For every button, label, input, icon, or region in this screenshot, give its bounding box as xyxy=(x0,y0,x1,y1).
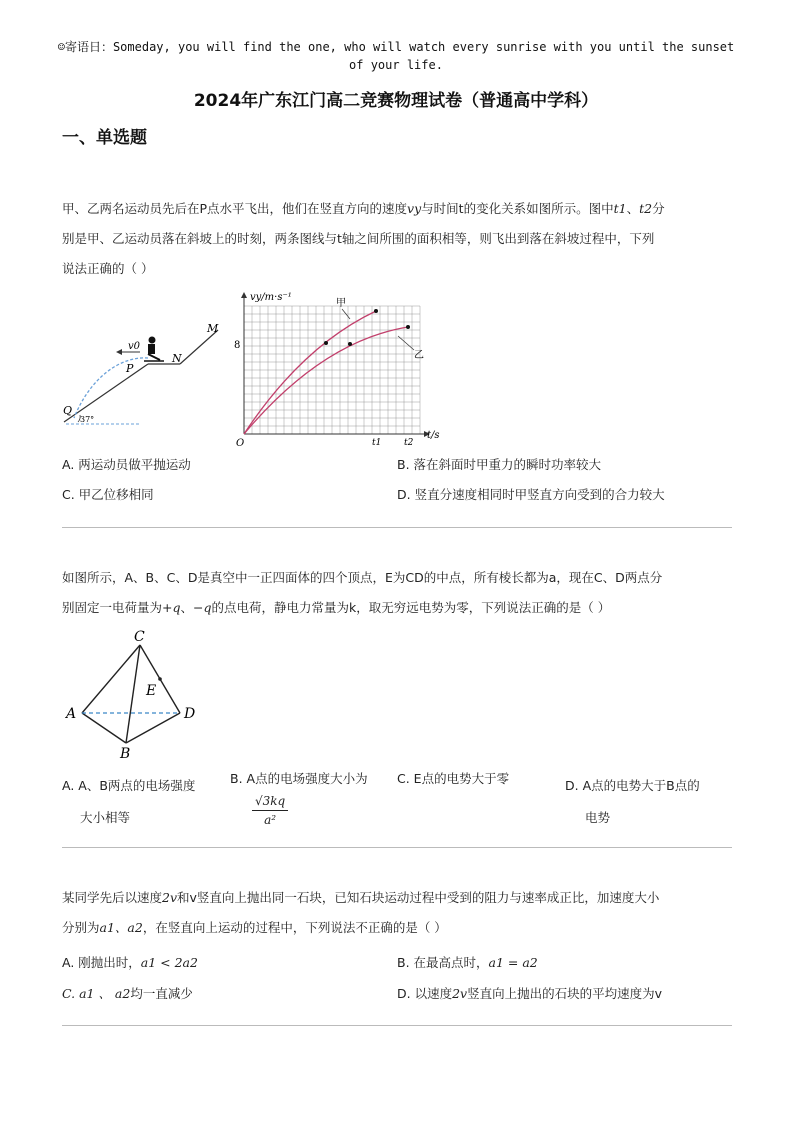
section-heading: 一、单选题 xyxy=(62,128,147,148)
label-ts: t/s xyxy=(427,430,440,441)
v-axis-arrow xyxy=(241,292,247,298)
q3-option-d[interactable]: D. 以速度2v竖直向上抛出的石块的平均速度为v xyxy=(397,986,662,1001)
v0-arrowhead xyxy=(116,349,122,355)
label-t2: t2 xyxy=(404,438,414,448)
q3-stem-line-2: 分别为a1、a2，在竖直向上运动的过程中，下列说法不正确的是（ ） xyxy=(62,920,447,935)
q2-stem-line-2: 别固定一电荷量为+q、−q的点电荷，静电力常量为k，取无穷远电势为零，下列说法正确的是（ ） xyxy=(62,600,611,615)
label-M: M xyxy=(207,322,219,335)
label-vy: vy/m·s⁻¹ xyxy=(250,292,292,303)
label-yi: 乙 xyxy=(414,350,424,361)
q1-stem xyxy=(62,194,732,284)
q3-option-c[interactable]: C. a1 、 a2均一直减少 xyxy=(62,986,193,1001)
label-E: E xyxy=(146,683,157,699)
q2-stem xyxy=(62,563,732,623)
label-t1: t1 xyxy=(372,438,382,448)
graph-grid xyxy=(244,306,420,434)
label-angle: 37° xyxy=(80,415,95,424)
motto-line-2: of your life. xyxy=(349,58,443,72)
point-jia-mid xyxy=(324,341,328,345)
q2-option-b[interactable]: B. A点的电场强度大小为 $\frac{√3kq}{\text{a²}}$ xyxy=(230,771,368,827)
q3-option-b[interactable]: B. 在最高点时，a1 = a2 xyxy=(397,955,538,970)
label-P: P xyxy=(126,362,134,375)
label-v0: v0 xyxy=(128,341,141,352)
q1-vt-graph xyxy=(232,286,440,451)
q2-option-d[interactable]: D. A点的电势大于B点的 电势 xyxy=(565,778,700,825)
q1-option-a[interactable]: A. 两运动员做平抛运动 xyxy=(62,457,191,472)
ramp-line xyxy=(180,330,218,364)
q2-option-a[interactable]: A. A、B两点的电场强度 大小相等 xyxy=(62,778,196,825)
point-yi-mid xyxy=(348,342,352,346)
point-yi-end xyxy=(406,325,410,329)
motto-line-1: ☺寄语日：Someday, you will find the one, who will watch every sunrise with you until the sunset xyxy=(57,40,735,54)
edge-BD xyxy=(126,713,180,743)
q1-option-b[interactable]: B. 落在斜面时甲重力的瞬时功率较大 xyxy=(397,457,602,472)
trajectory-curve xyxy=(74,358,148,418)
q2-stem-line-1: 如图所示，A、B、C、D是真空中一正四面体的四个顶点，E为CD的中点，所有棱长都为a，现在C、D两点分 xyxy=(62,570,663,585)
label-C: C xyxy=(134,629,145,645)
motto xyxy=(40,38,752,74)
q1-ski-slope-figure xyxy=(60,318,225,430)
divider-1 xyxy=(62,527,732,528)
q3-option-a[interactable]: A. 刚抛出时，a1 < 2a2 xyxy=(62,955,198,970)
label-A: A xyxy=(66,706,77,722)
label-B: B xyxy=(120,746,131,762)
q1-option-c[interactable]: C. 甲乙位移相同 xyxy=(62,487,154,502)
page-title: 2024年广东江门高二竞赛物理试卷（普通高中学科） xyxy=(193,91,599,111)
divider-2 xyxy=(62,847,732,848)
fraction-sqrt3kq-over-a2: $\frac{√3kq}{\text{a²}}$ xyxy=(252,792,288,829)
label-Q: Q xyxy=(63,404,73,417)
label-D: D xyxy=(184,706,196,722)
point-jia-end xyxy=(374,309,378,313)
q1-option-d[interactable]: D. 竖直分速度相同时甲竖直方向受到的合力较大 xyxy=(397,487,665,502)
q3-stem xyxy=(62,883,732,943)
label-N: N xyxy=(172,352,182,365)
divider-3 xyxy=(62,1025,732,1026)
q1-stem-line-2: 别是甲、乙运动员落在斜坡上的时刻，两条图线与t轴之间所围的面积相等，则飞出到落在斜坡过程中，下列 xyxy=(62,231,655,246)
edge-AB xyxy=(82,713,126,743)
label-8: 8 xyxy=(234,340,241,351)
q2-option-c[interactable]: C. E点的电势大于零 xyxy=(397,771,510,786)
q1-stem-line-3: 说法正确的（ ） xyxy=(62,261,154,276)
label-origin: O xyxy=(236,438,245,449)
q2-tetrahedron-figure xyxy=(60,625,210,760)
q3-stem-line-1: 某同学先后以速度2v和v竖直向上抛出同一石块，已知石块运动过程中受到的阻力与速率成正比，加速度大小 xyxy=(62,890,660,905)
point-E xyxy=(158,677,162,681)
label-jia: 甲 xyxy=(336,298,346,309)
q1-stem-line-1: 甲、乙两名运动员先后在P点水平飞出，他们在竖直方向的速度vy与时间t的变化关系如图所示。图中t1、t2分 xyxy=(62,201,665,216)
